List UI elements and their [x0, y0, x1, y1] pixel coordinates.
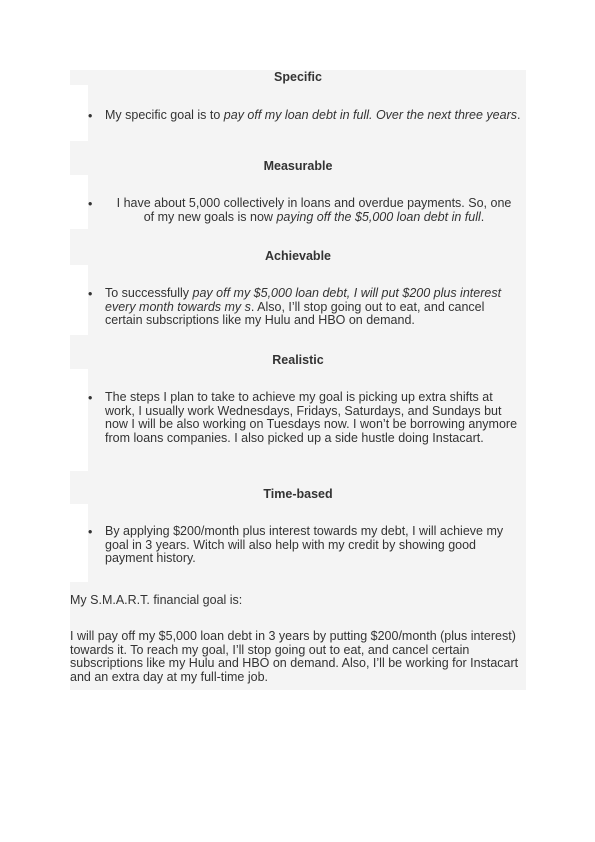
time-based-goal-text: By applying $200/month plus interest towards my debt, I will achieve my goal in 3 years. Witch will also help with my credit by showing good payment history.: [105, 524, 504, 565]
smart-goal-label: My S.M.A.R.T. financial goal is:: [70, 593, 243, 607]
section-heading-measurable: Measurable: [263, 159, 333, 173]
text-segment: To successfully: [105, 286, 193, 300]
text-segment: .: [480, 209, 485, 224]
block-gap: [70, 504, 88, 582]
block-gap: [70, 175, 88, 229]
text-segment-italic: pay off my loan debt in full. Over the next three years: [223, 108, 518, 122]
section-heading-time-based: Time-based: [263, 487, 333, 501]
section-heading-specific: Specific: [274, 70, 322, 84]
text-segment-italic: pay off my $5,000 loan debt, I will put $200 plus interest every month towards my s: [105, 286, 502, 314]
block-gap: [70, 85, 88, 141]
text-segment: of my new goals is now: [143, 209, 277, 224]
bullet-icon: •: [88, 525, 93, 539]
text-segment: My specific goal is to: [105, 108, 224, 122]
block-gap: [70, 265, 88, 335]
measurable-goal-text: [105, 197, 523, 224]
bullet-icon: •: [88, 197, 93, 211]
section-heading-achievable: Achievable: [264, 249, 331, 263]
bullet-icon: •: [88, 391, 93, 405]
text-segment: . Also, I’ll stop going out to eat, and cancel certain subscriptions like my Hulu and HBO on demand.: [105, 299, 485, 327]
specific-goal-text: [105, 109, 523, 123]
section-heading-realistic: Realistic: [272, 353, 324, 367]
text-line: I have about 5,000 collectively in loans and overdue payments. So, one: [116, 196, 512, 210]
achievable-goal-text: [105, 287, 523, 328]
text-segment-italic: paying off the $5,000 loan debt in full: [276, 209, 481, 224]
realistic-goal-text: The steps I plan to take to achieve my goal is picking up extra shifts at work, I usually work Wednesdays, Fridays, Saturdays, and Sundays but now I will be also working on Tuesdays now. I won’t be borrowing anymore from loans companies. I also picked up a side hustle doing Instacart.: [105, 390, 518, 445]
block-gap: [70, 369, 88, 471]
bullet-icon: •: [88, 287, 93, 301]
text-segment: .: [517, 108, 521, 122]
bullet-icon: •: [88, 109, 93, 123]
smart-goal-paragraph: I will pay off my $5,000 loan debt in 3 years by putting $200/month (plus interest) towards it. To reach my goal, I’ll stop going out to eat, and cancel certain subscriptions like my Hulu and HBO on demand. Also, I’ll be working for Instacart and an extra day at my full-time job.: [70, 629, 519, 684]
text-line: [105, 211, 523, 225]
